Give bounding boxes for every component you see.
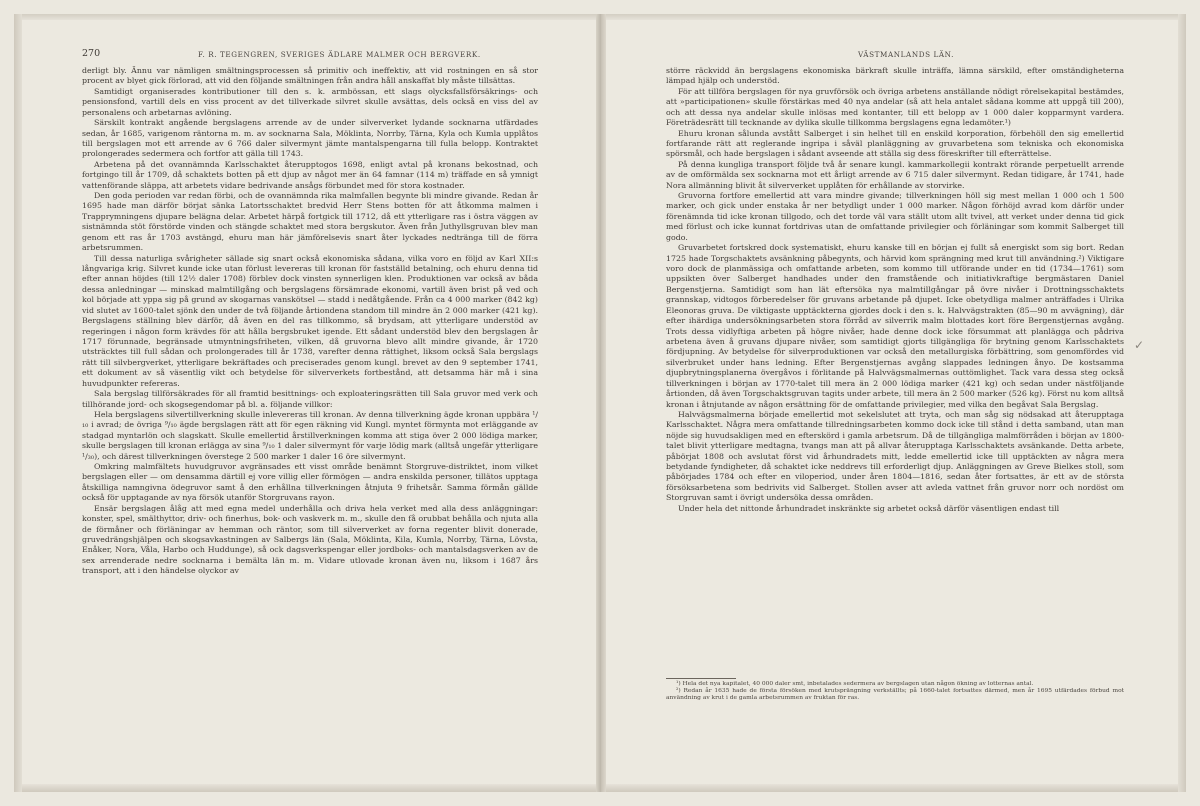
page-edge-left xyxy=(14,14,22,792)
left-body-text xyxy=(82,66,538,577)
paragraph: För att tillföra bergslagen för nya gruvförsök och övriga arbetens anställande nödigt rörelsekapital bestämdes, att »participationen» skulle förstärkas med 40 nya andelar (så att hela antalet sådana komme att uppgå till 200), och att dessa nya andelar skulle inlösas med kontanter, till ett belopp av 1 000 daler kopparmynt vardera. Företrädesrätt till tecknande av dylika skulle tillkomma bergslagens egna ledamöter.¹) xyxy=(666,86,1124,128)
footnotes xyxy=(666,681,1124,703)
paragraph: Omkring malmfältets huvudgruvor avgränsades ett visst område benämnt Storgruve-distriktet, inom vilket bergslagen eller — om densamma därtill ej vore villig eller förmögen — andra enskilda personer, tillätos upptaga åtskilliga namngivna ödegruvor samt å den erhållna tillverkningen åtnjuta 9 frihetsår. Samma förmån gällde också för upptagande av nya försök utanför Storgruvans rayon. xyxy=(82,462,538,503)
paragraph: På denna kungliga transport följde två år senare kungl. kammarkollegii kontrakt rörande perpetuellt arrende av de omförmälda sex socknarna mot ett årligt arrende av 6 715 daler silvermynt. Redan tidigare, år 1741, hade Nora allmänning blivit åt silververket upplåten för erhållande av storvirke. xyxy=(666,159,1124,190)
paragraph: Gruvorna fortfore emellertid att vara mindre givande; tillverkningen höll sig mest mellan 1 000 och 1 500 marker, och gick under enstaka år ner betydligt under 1 000 marker. Någon förhöjd avrad kom därför under förenämnda tid icke kronan tillgodo, och det torde väl vara ställt utom allt tvivel, att verket under denna tid gick med förlust och icke kunnat fortdrivas utan de omfattande privilegier och förläningar som kommit Salberget till godo. xyxy=(666,191,1124,242)
page-edge-right xyxy=(1178,14,1186,792)
paragraph: Hela bergslagens silvertillverkning skulle inlevereras till kronan. Av denna tillverkning ägde kronan uppbära ¹/₁₀ i avrad; de övriga ⁹/₁₀ ägde bergslagen rätt att för egen räkning vid Kungl. myntet förmynta mot erläggande av stadgad myntarlön och slagskatt. Skulle emellertid årstillverkningen komma att stiga över 2 000 lödiga marker, skulle bergslagen till kronan erlägga av sina ⁹/₁₀ 1 daler silvermynt för varje lödig mark (alltså ungefär ytterligare ¹/₃₀), och därest tillverkningen överstege 2 500 marker 1 daler 16 öre silvermynt. xyxy=(82,409,538,461)
paragraph: Halvvägsmalmerna började emellertid mot sekelslutet att tryta, och man såg sig nödsakad att återupptaga Karlsschaktet. Några mera omfattande tillredningsarbeten kommo dock icke till stånd i detta samband, utan man nöjde sig huvudsakligen med en efterskörd i gamla arbetsrum. Då de tillgängliga malmförråden i början av 1800-talet blivit ytterligare medtagna, tvangs man att på allvar återupptaga Karlsschaktets avsänkande. Detta arbete, påbörjat 1808 och avslutat först vid århundradets mitt, ledde emellertid icke till upptäckten av några mera betydande fyndigheter, då schaktet icke neddrevs till erforderligt djup. Anläggningen av Greve Bielkes stoll, som påbörjades 1784 och efter en viloperiod, under åren 1804—1816, sedan åter fortsattes, är ett av de största försöksarbetena som bedrivits vid Salberget. Stollen avser att avleda vattnet från gruvor norr och nordöst om Storgruvan samt i övrigt undersöka dessa områden. xyxy=(666,409,1124,503)
footnote: ²) Redan år 1635 hade de första försöken med krutsprängning verkställts; på 1660-talet fortsattes därmed, men år 1695 utfärdades förbud mot användning av krut i de gamla arbetsrummen av fruktan för ras. xyxy=(666,688,1124,702)
paragraph: Arbetena på det ovannämnda Karlsschaktet återupptogos 1698, enligt avtal på kronans bekostnad, och fortgingo till år 1709, då schaktets botten på ett djup av något mer än 64 famnar (114 m) träffade en så ymnigt vattenförande släppa, att arbetets vidare bedrivande ansågs förbundet med för stora kostnader. xyxy=(82,159,538,190)
paragraph: Ehuru kronan sålunda avstått Salberget i sin helhet till en enskild korporation, förbehöll den sig emellertid fortfarande rätt att reglerande ingripa i såväl planläggning av gruvarbetena som tekniska och ekonomiska spörsmål, och hade bergslagen i sådant avseende att ställa sig dess föreskrifter till efterrättelse. xyxy=(666,128,1124,159)
right-body-text xyxy=(666,66,1124,514)
paragraph: Till dessa naturliga svårigheter sällade sig snart också ekonomiska sådana, vilka voro en följd av Karl XII:s långvariga krig. Silvret kunde icke utan förlust levereras till kronan för fastställd betalning, och ehuru denna tid efter annan höjdes (till 12½ daler 1708) förblev dock vinsten synnerligen klen. Produktionen var också av båda dessa anledningar — minskad malmtillgång och bergslagens försämrade ekonomi, vartill även brist på ved och kol började att yppa sig på grund av skogarnas vanskötsel — stadd i nedåtgående. Från ca 4 000 marker (842 kg) vid slutet av 1600-talet sjönk den under de två följande årtiondena standom till mindre än 2 000 marker (421 kg). Bergslagens ställning blev därför, då även en del ras tillkommo, så brydsam, att ytterligare understöd av regeringen i någon form krävdes för att hålla bergsbruket igende. Ett sådant understöd blev den bergslagen år 1717 förunnade, begränsade utmyntningsfriheten, vilken, då gruvorna blevo allt mindre givande, år 1720 utsträcktes till full sådan och prolongerades till år 1738, varefter denna rättighet, liksom också Sala bergslags rätt till silvbergverket, ytterligare bekräftades och preciserades genom kungl. brevet av den 9 september 1741, ett dokument av så väsentlig vikt och betydelse för silververkets fortbestånd, att detsamma här må i sina huvudpunkter refereras. xyxy=(82,253,538,388)
right-running-head: VÄSTMANLANDS LÄN. xyxy=(858,50,954,59)
paragraph: Under hela det nittonde århundradet inskränkte sig arbetet också därför väsentligen endast till xyxy=(678,503,1060,513)
left-running-head: F. R. TEGENGREN, SVERIGES ÄDLARE MALMER OCH BERGVERK. xyxy=(198,50,481,59)
paragraph: större räckvidd än bergslagens ekonomiska bärkraft skulle inträffa, lämna särskild, efter omständigheterna lämpad hjälp och understöd. xyxy=(666,66,1124,86)
paragraph: Den goda perioden var redan förbi, och de ovannämnda rika malmfallen begynte bli mindre givande. Redan år 1695 hade man därför börjat sänka Latortsschaktet bredvid Herr Stens botten för att åtkomma malmen i Trapprymningens djupare belägna delar. Arbetet härpå fortgick till 1712, då ett ytterligare ras i östra väggen av sistnämnda stöt förstörde vinden och stängde schaktet med stora bergskutor. Även från Juthyllsgruvan blev man genom ett ras år 1703 avstängd, ehuru man här jämförelsevis snart åter lyckades nedtränga till de förra arbetsrummen. xyxy=(82,191,538,253)
paragraph: Ensär bergslagen ålåg att med egna medel underhålla och driva hela verket med alla dess anläggningar: konster, spel, smälthyttor, driv- och finerhus, bok- och vaskverk m. m., skulle den få orubbat behålla och njuta alla de förmåner och förläningar av hemman och räntor, som till silververket av forna regenter blivit donerade, gruvedrängshjälpen och skogsavkastningen av Salbergs län (Sala, Möklinta, Kila, Kumla, Norrby, Tärna, Lövsta, Enåker, Nora, Våla, Harbo och Huddunge), så ock dagsverkspengar eller jordboks- och mantalsdagsverken av de sex arrenderade nedre socknarna i bemälta län m. m. Vidare utlovade kronan även nu, liksom i 1687 års transport, att i den händelse olyckor av xyxy=(82,503,538,576)
paragraph: Särskilt kontrakt angående bergslagens arrende av de under silververket lydande socknarna utfärdades sedan, år 1685, varigenom räntorna m. m. av socknarna Sala, Möklinta, Norrby, Tärna, Kyla och Kumla upplåtos till bergslagen mot ett arrende av 6 766 daler silvermynt jämte mantalspengarna till fulla belopp. Kontraktet prolongerades sedermera och fortfor att gälla till 1743. xyxy=(82,118,538,159)
footnote: ¹) Hela det nya kapitalet, 40 000 daler smt, inbetalades sedermera av bergslagen utan någon ökning av lotternas antal. xyxy=(676,681,1034,687)
book-gutter xyxy=(596,14,606,792)
paragraph: Samtidigt organiserades kontributioner till den s. k. armbössan, ett slags olycksfallsförsäkrings- och pensionsfond, vartill dels en viss procent av det tillverkade silvret skulle avsättas, dels också en viss del av personalens och arbetarnas avlöning. xyxy=(82,86,538,117)
pencil-check-mark: ✓ xyxy=(1134,338,1145,352)
paragraph: Sala bergslag tillförsäkrades för all framtid besittnings- och exploateringsrätten till Sala gruvor med verk och tillhörande jord- och skogsegendomar på bl. a. följande villkor: xyxy=(82,389,538,409)
paragraph: derligt bly. Ännu var nämligen smältningsprocessen så primitiv och ineffektiv, att vid rostningen en så stor procent av blyet gick förlorad, att vid den följande smältningen från andra håll anskaffat bly måste tillsättas. xyxy=(82,66,538,86)
paragraph: Gruvarbetet fortskred dock systematiskt, ehuru kanske till en början ej fullt så energiskt som sig bort. Redan 1725 hade Torgschaktets avsänkning påbegynts, och härvid kom sprängning med krut till användning.²) Viktigare voro dock de planmässiga och omfattande arbeten, som kommo till utförande under en tid (1734—1761) som uppsikten över Salberget handhades under den framstående och initiativkraftige bergmästaren Daniel Bergenstjerna. Samtidigt som han lät eftersöka nya malmtillgångar på övre nivåer i Drottningsschaktets grannskap, vidtogos förberedelser för gruvans arbetande på djupet. Icke obetydliga malmer anträffades i Ulrika Eleonoras gruva. De viktigaste upptäckterna gjordes dock i den s. k. Halvvägstrakten (85—90 m avvägning), där efter ihärdiga undersökningsarbeten stora förråd av silverrik malm blottades kort före Bergenstjernas avgång. Trots dessa vidlyftiga arbeten på högre nivåer, hade denne dock icke försummat att planlägga och pådriva arbetena även å gruvans djupare nivåer, som samtidigt gjorts tillgängliga för brytning genom Karlsschaktets fördjupning. Av betydelse för silverproduktionen var också den metallurgiska förbättring, som genomfördes vid silverbruket under hans ledning. Efter Bergenstjernas avgång slappades ledningen ånyo. De kostsamma djupbrytningsplanerna övergåvos i förlitande på Halvvägsmalmernas outtömlighet. Tack vara dessa steg också tillverkningen i början av 1770-talet till mera än 2 000 lödiga marker (421 kg) och sedan under nästföljande årtionden, då även Torgschaktsgruvan tagits under arbete, till mera än 2 500 marker (526 kg). Först nu kom alltså kronan i åtnjutande av någon ersättning för de omfattande privilegier, med vilka den begåvat Sala Bergslag. xyxy=(666,243,1124,409)
page-number: 270 xyxy=(82,48,101,59)
footnote-rule xyxy=(666,678,736,679)
